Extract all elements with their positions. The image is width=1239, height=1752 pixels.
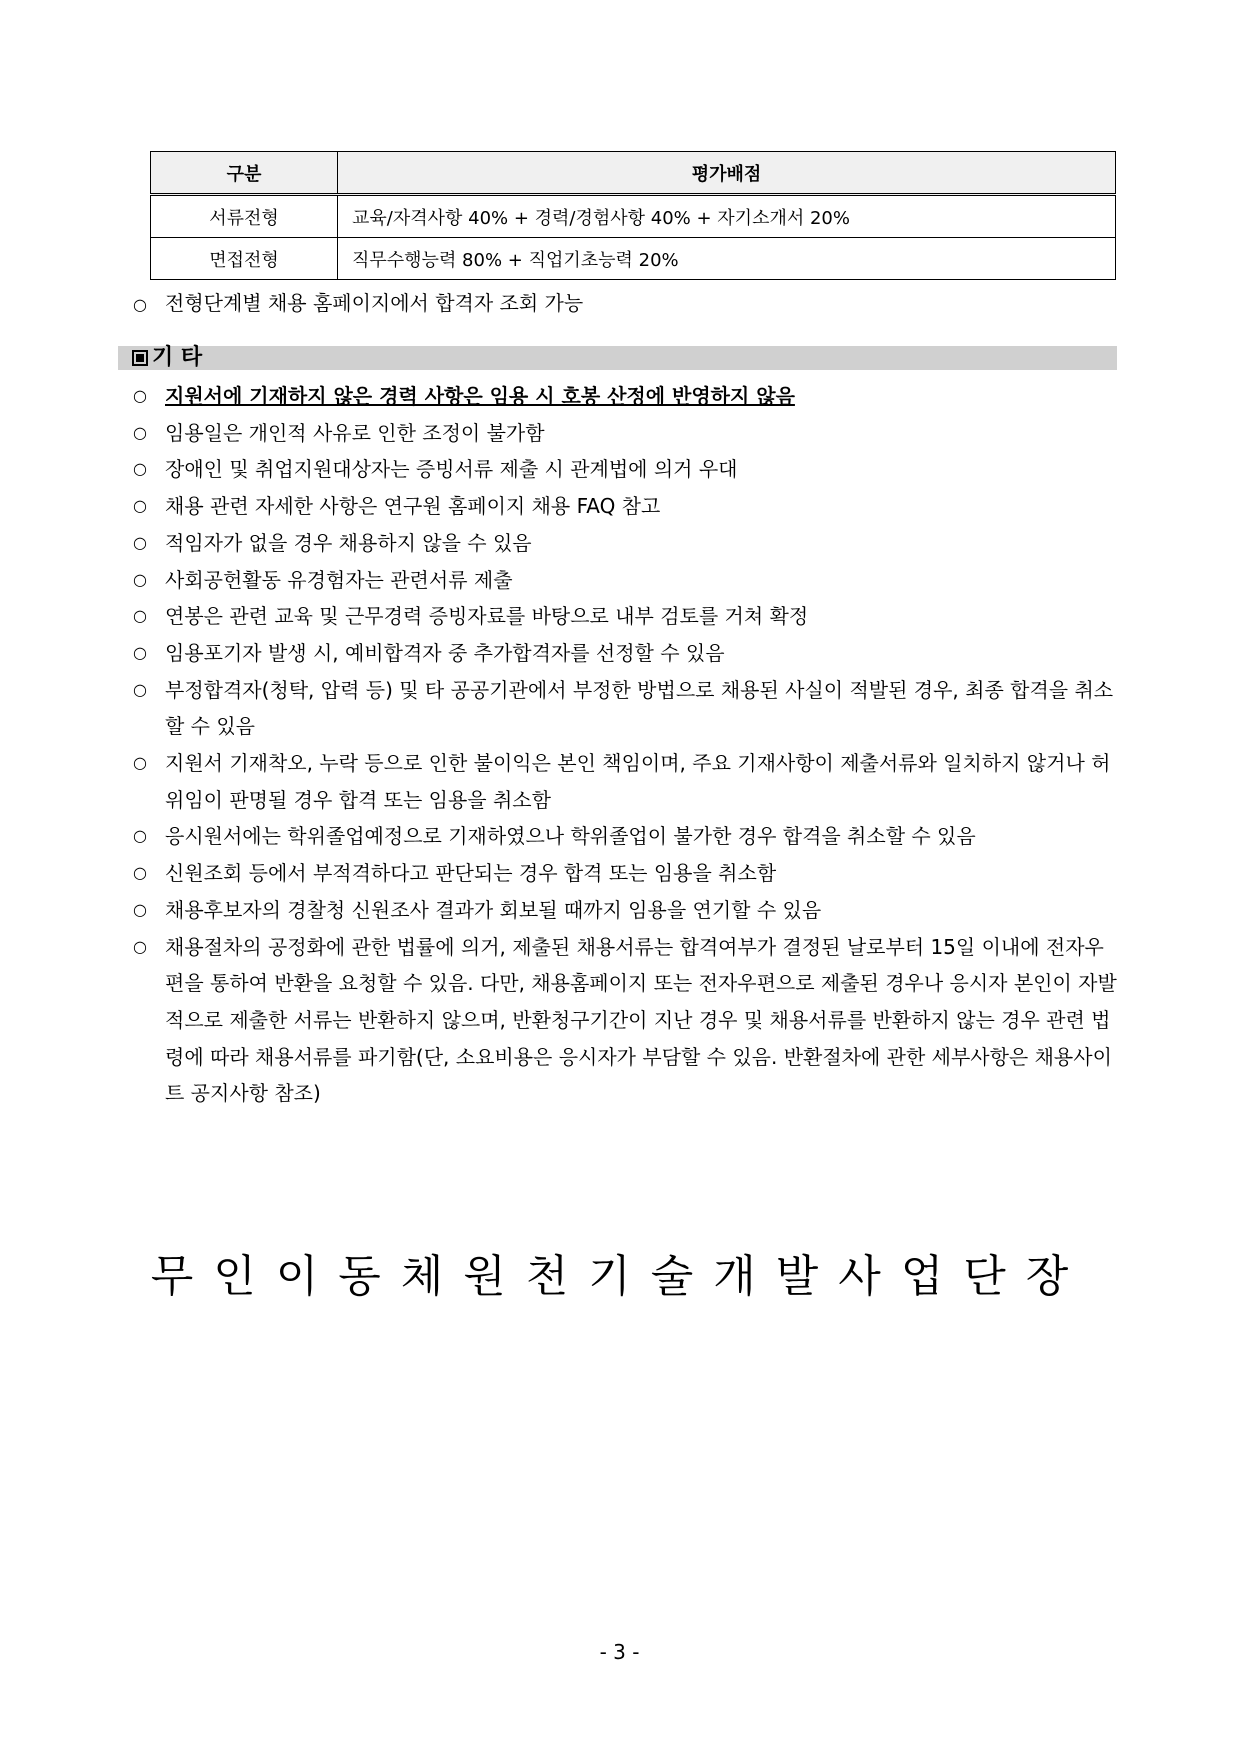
bullet-circle-icon: ○ bbox=[133, 899, 147, 919]
list-item bbox=[133, 745, 1123, 818]
list-item-text: 지원서 기재착오, 누락 등으로 인한 불이익은 본인 책임이며, 주요 기재사항이 제출서류와 일치하지 않거나 허위임이 판명될 경우 합격 또는 임용을 취소함 bbox=[165, 751, 1111, 812]
square-bullet-icon bbox=[132, 350, 148, 366]
bullet-circle-icon: ○ bbox=[133, 826, 147, 846]
list-item bbox=[133, 488, 1123, 525]
list-item-text: 부정합격자(청탁, 압력 등) 및 타 공공기관에서 부정한 방법으로 채용된 사실이 적발된 경우, 최종 합격을 취소할 수 있음 bbox=[165, 677, 1114, 739]
result-note-text: 전형단계별 채용 홈페이지에서 합격자 조회 가능 bbox=[165, 291, 584, 315]
bullet-circle-icon: ○ bbox=[133, 422, 147, 442]
list-item-text: 채용후보자의 경찰청 신원조사 결과가 회보될 때까지 임용을 연기할 수 있음 bbox=[165, 897, 822, 922]
table-header-row bbox=[151, 152, 1116, 195]
list-item bbox=[133, 635, 1123, 672]
bullet-circle-icon: ○ bbox=[133, 295, 147, 314]
list-item-text: 응시원서에는 학위졸업예정으로 기재하였으나 학위졸업이 불가한 경우 합격을 취소할 수 있음 bbox=[165, 824, 976, 849]
bullet-circle-icon: ○ bbox=[133, 606, 147, 626]
table-row bbox=[151, 238, 1116, 280]
notes-list bbox=[133, 378, 1123, 1112]
bullet-circle-icon: ○ bbox=[133, 386, 147, 405]
list-item-text: 임용일은 개인적 사유로 인한 조정이 불가함 bbox=[165, 420, 545, 445]
list-item bbox=[133, 525, 1123, 562]
bullet-circle-icon: ○ bbox=[133, 459, 147, 479]
page-number: - 3 - bbox=[599, 1640, 640, 1664]
list-item bbox=[133, 929, 1123, 1113]
stage-cell: 면접전형 bbox=[151, 238, 338, 280]
list-item-text: 임용포기자 발생 시, 예비합격자 중 추가합격자를 선정할 수 있음 bbox=[165, 640, 725, 665]
weights-cell: 직무수행능력 80% + 직업기초능력 20% bbox=[338, 238, 1116, 280]
stage-cell: 서류전형 bbox=[151, 195, 338, 238]
bullet-circle-icon: ○ bbox=[133, 753, 147, 773]
list-item-text: 채용절차의 공정화에 관한 법률에 의거, 제출된 채용서류는 합격여부가 결정된 날로부터 15일 이내에 전자우편을 통하여 반환을 요청할 수 있음. 다만, 채용홈페이지 또는 전자우편으로 제출된 경우나 응시자 본인이 자발적으로 제출한 서류는 반환하지 않으며, 반환청구기간이 지난 경우 및 채용서류를 반환하지 않는 경우 관련 법령에 따라 채용서류를 파기함(단, 소요비용은 응시자가 부담할 수 있음. 반환절차에 관한 세부사항은 채용사이트 공지사항 참조) bbox=[165, 934, 1117, 1106]
list-item bbox=[133, 598, 1123, 635]
weights-cell: 교육/자격사항 40% + 경력/경험사항 40% + 자기소개서 20% bbox=[338, 195, 1116, 238]
list-item-text: 적임자가 없을 경우 채용하지 않을 수 있음 bbox=[165, 530, 532, 555]
list-item bbox=[133, 562, 1123, 599]
bullet-circle-icon: ○ bbox=[133, 936, 147, 956]
result-note bbox=[133, 288, 583, 320]
list-item-text: 연봉은 관련 교육 및 근무경력 증빙자료를 바탕으로 내부 검토를 거쳐 확정 bbox=[165, 604, 809, 629]
bullet-circle-icon: ○ bbox=[133, 679, 147, 699]
list-item-text: 채용 관련 자세한 사항은 연구원 홈페이지 채용 FAQ 참고 bbox=[165, 494, 661, 519]
list-item-text: 사회공헌활동 유경험자는 관련서류 제출 bbox=[165, 567, 513, 592]
table-row bbox=[151, 195, 1116, 238]
header-weights: 평가배점 bbox=[338, 152, 1116, 195]
evaluation-weights-table bbox=[150, 151, 1116, 280]
bullet-circle-icon: ○ bbox=[133, 532, 147, 552]
list-item bbox=[133, 378, 1123, 415]
bullet-circle-icon: ○ bbox=[133, 642, 147, 662]
list-item bbox=[133, 451, 1123, 488]
list-item-text: 지원서에 기재하지 않은 경력 사항은 임용 시 호봉 산정에 반영하지 않음 bbox=[165, 384, 795, 408]
list-item bbox=[133, 892, 1123, 929]
organization-signature: 무인이동체원천기술개발사업단장 bbox=[150, 1251, 1089, 1302]
section-heading-etc bbox=[118, 346, 1117, 370]
list-item bbox=[133, 415, 1123, 452]
bullet-circle-icon: ○ bbox=[133, 569, 147, 589]
header-stage: 구분 bbox=[151, 152, 338, 195]
list-item-text: 신원조회 등에서 부적격하다고 판단되는 경우 합격 또는 임용을 취소함 bbox=[165, 861, 777, 886]
list-item bbox=[133, 855, 1123, 892]
list-item-text: 장애인 및 취업지원대상자는 증빙서류 제출 시 관계법에 의거 우대 bbox=[165, 457, 738, 482]
bullet-circle-icon: ○ bbox=[133, 863, 147, 883]
list-item bbox=[133, 672, 1123, 745]
section-title: 기 타 bbox=[152, 345, 203, 370]
bullet-circle-icon: ○ bbox=[133, 496, 147, 516]
list-item bbox=[133, 818, 1123, 855]
